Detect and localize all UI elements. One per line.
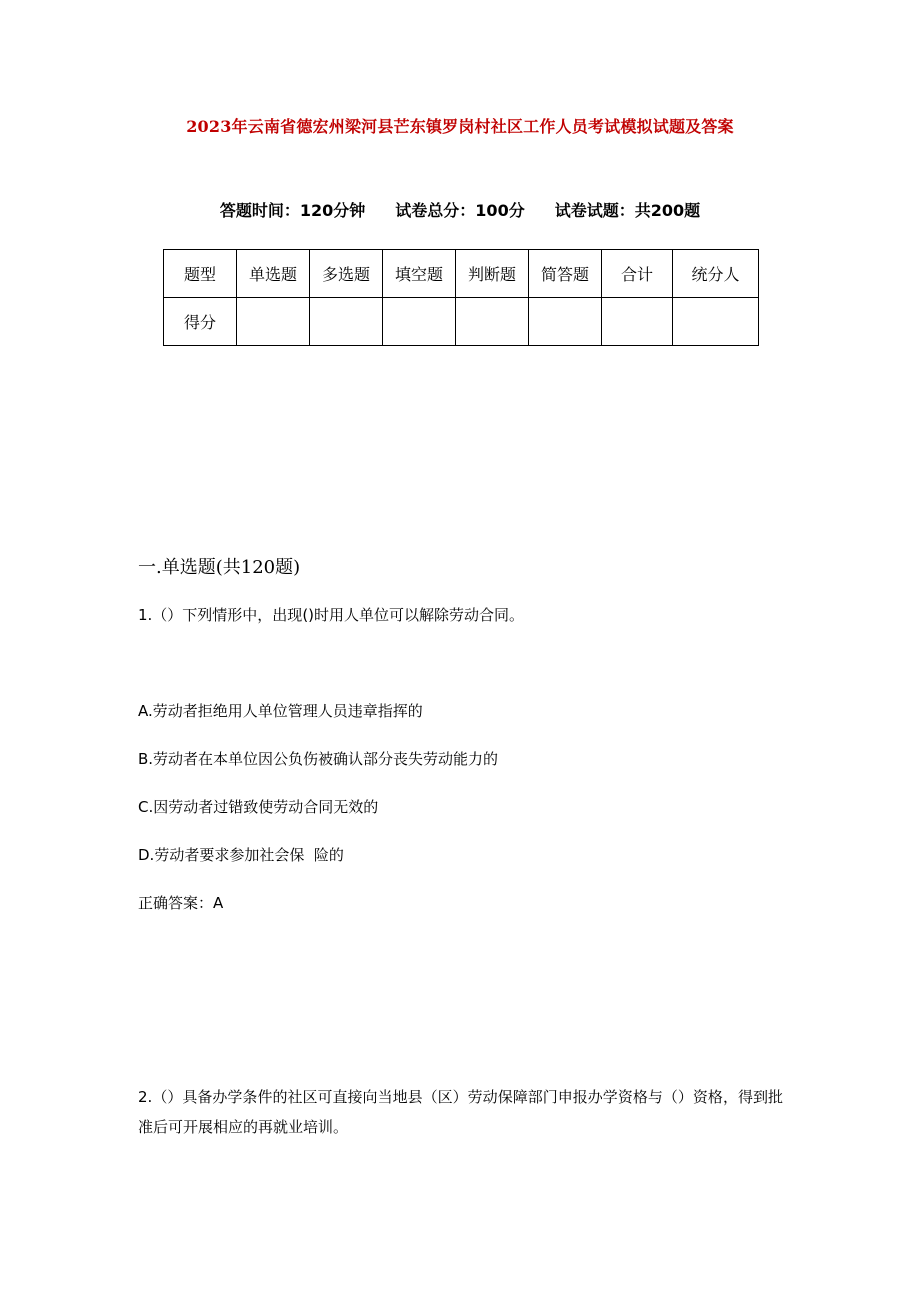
score-table-empty-cell [673, 298, 759, 346]
question-1-option-a: A.劳动者拒绝用人单位管理人员违章指挥的 [138, 702, 423, 720]
exam-total-score: 试卷总分：100分 [395, 201, 525, 220]
exam-meta [0, 198, 920, 221]
score-table-header-cell: 题型 [164, 250, 237, 298]
question-1-option-d: D.劳动者要求参加社会保 险的 [138, 846, 344, 864]
score-table [163, 249, 759, 346]
question-1-option-c: C.因劳动者过错致使劳动合同无效的 [138, 798, 379, 816]
exam-time: 答题时间：120分钟 [219, 201, 366, 220]
question-2-text: 2.（）具备办学条件的社区可直接向当地县（区）劳动保障部门申报办学资格与（）资格，得到批准后可开展相应的再就业培训。 [138, 1088, 783, 1136]
score-table-header-cell: 判断题 [456, 250, 529, 298]
score-table-empty-cell [602, 298, 673, 346]
score-table-empty-cell [237, 298, 310, 346]
score-table-header-cell: 简答题 [529, 250, 602, 298]
question-1-answer: 正确答案：A [138, 894, 224, 912]
question-1-option-b: B.劳动者在本单位因公负伤被确认部分丧失劳动能力的 [138, 750, 499, 768]
score-table-empty-cell [383, 298, 456, 346]
score-table-empty-cell [529, 298, 602, 346]
exam-question-count: 试卷试题：共200题 [554, 201, 701, 220]
score-table-score-row [164, 298, 759, 346]
question-1-text: 1.（）下列情形中，出现()时用人单位可以解除劳动合同。 [138, 606, 525, 624]
score-table-row-label: 得分 [164, 298, 237, 346]
score-table-empty-cell [310, 298, 383, 346]
score-table-header-cell: 填空题 [383, 250, 456, 298]
score-table-header-cell: 单选题 [237, 250, 310, 298]
score-table-header-row [164, 250, 759, 298]
score-table-header-cell: 多选题 [310, 250, 383, 298]
score-table-empty-cell [456, 298, 529, 346]
score-table-header-cell: 统分人 [673, 250, 759, 298]
document-title: 2023年云南省德宏州梁河县芒东镇罗岗村社区工作人员考试模拟试题及答案 [186, 117, 734, 136]
section-heading: 一.单选题(共120题) [138, 557, 301, 578]
score-table-header-cell: 合计 [602, 250, 673, 298]
